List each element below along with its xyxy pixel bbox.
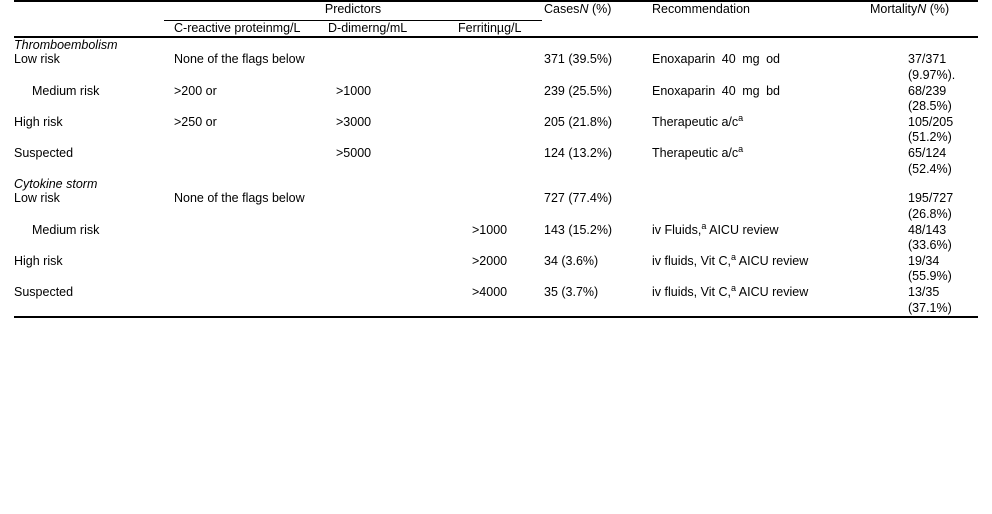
section-header-cytokine-storm (14, 177, 978, 191)
table-row (14, 285, 978, 317)
row-ddimer (314, 254, 432, 285)
row-mortality: 68/239 (28.5%) (908, 83, 952, 114)
row-crp (162, 223, 314, 254)
header-blank-4 (652, 21, 870, 37)
row-label: High risk (14, 114, 63, 129)
row-recommendation-text: Therapeutic a/c (652, 114, 739, 129)
row-ferritin (432, 146, 544, 177)
row-cases: 35 (3.7%) (544, 285, 652, 317)
row-mortality: 48/143 (33.6%) (908, 222, 952, 253)
row-label: Low risk (14, 52, 60, 67)
header-mortality-text: MortalityN (%) (870, 2, 950, 16)
table-row (14, 254, 978, 285)
header-predictors-group (162, 1, 544, 21)
header-cases-text: CasesN (%) (544, 2, 612, 16)
row-ferritin: >1000 (472, 222, 508, 237)
header-ddimer: D-dimerng/mL (314, 21, 432, 37)
row-label: Suspected (14, 285, 162, 317)
table-row (14, 84, 978, 115)
header-blank-2 (14, 21, 162, 37)
row-recommendation (652, 191, 870, 222)
table-row (14, 115, 978, 146)
row-recommendation (652, 112, 870, 146)
row-mortality: 19/34 (55.9%) (908, 253, 952, 284)
predictors-label: Predictors (164, 2, 542, 21)
row-ferritin: >2000 (472, 253, 508, 268)
footnote-marker: a (738, 143, 744, 154)
row-recommendation-text: Therapeutic a/c (652, 146, 739, 160)
section-title: Thromboembolism (14, 38, 118, 53)
row-mortality: 195/727 (26.8%) (908, 191, 954, 221)
row-crp (162, 285, 314, 317)
row-crp: >200 or (174, 83, 217, 98)
row-mortality: 37/371 (9.97%). (908, 52, 956, 82)
row-cases: 143 (15.2%) (544, 222, 613, 237)
header-row-group (14, 1, 978, 21)
footnote-marker: a (738, 112, 744, 123)
header-recommendation: Recommendation (652, 1, 870, 21)
row-cases: 34 (3.6%) (544, 253, 599, 268)
row-label: Suspected (14, 146, 74, 160)
row-label: High risk (14, 253, 63, 268)
row-mortality: 105/205 (51.2%) (908, 114, 954, 145)
table-row (14, 191, 978, 222)
risk-stratification-table (14, 0, 978, 318)
row-flags-note: None of the flags below (174, 52, 305, 67)
row-recommendation-text: iv Fluids,$^a$ AICU review (652, 220, 779, 237)
row-flags-note: None of the flags below (174, 191, 305, 206)
row-ddimer: >1000 (336, 83, 372, 98)
row-recommendation-text: Enoxaparin 40 mg bd (652, 83, 780, 98)
row-mortality: 65/124 (52.4%) (908, 146, 952, 176)
row-ddimer: >5000 (336, 146, 372, 160)
section-header-thromboembolism (14, 37, 978, 52)
header-blank (14, 1, 162, 21)
table-row (14, 223, 978, 254)
row-ddimer: >3000 (336, 114, 372, 129)
row-recommendation-text: iv fluids, Vit C,$^a$ AICU review (652, 282, 809, 299)
row-crp (162, 146, 314, 177)
row-label: Medium risk (32, 222, 100, 237)
row-ferritin: >4000 (432, 285, 544, 317)
row-recommendation (652, 84, 870, 115)
row-label: Medium risk (32, 83, 100, 98)
row-cases: 239 (25.5%) (544, 83, 613, 98)
header-mortality (870, 1, 978, 21)
row-recommendation (652, 220, 870, 254)
header-crp: C-reactive proteinmg/L (162, 21, 314, 37)
row-mortality: 13/35 (37.1%) (870, 285, 978, 317)
row-ferritin (432, 84, 544, 115)
row-cases: 727 (77.4%) (544, 191, 613, 206)
row-label: Low risk (14, 191, 60, 206)
header-row-subcolumns (14, 21, 978, 37)
row-ddimer (314, 285, 432, 317)
row-recommendation-text: iv fluids, Vit C,$^a$ AICU review (652, 251, 809, 268)
row-cases: 371 (39.5%) (544, 52, 613, 67)
table-row (14, 146, 978, 177)
header-cases (544, 1, 652, 21)
row-recommendation (652, 143, 870, 177)
row-cases: 124 (13.2%) (544, 146, 613, 160)
row-ddimer (314, 223, 432, 254)
row-recommendation-text: Enoxaparin 40 mg od (652, 52, 780, 67)
section-title: Cytokine storm (14, 177, 98, 192)
header-ferritin: Ferritinµg/L (432, 21, 544, 37)
header-blank-3 (544, 21, 652, 37)
row-crp (162, 254, 314, 285)
row-ferritin (432, 115, 544, 146)
row-cases: 205 (21.8%) (544, 114, 613, 129)
row-crp: >250 or (174, 114, 217, 129)
header-blank-5 (870, 21, 978, 37)
row-recommendation (652, 52, 870, 83)
row-recommendation (652, 251, 870, 285)
table-row (14, 52, 978, 83)
row-recommendation (652, 282, 870, 317)
